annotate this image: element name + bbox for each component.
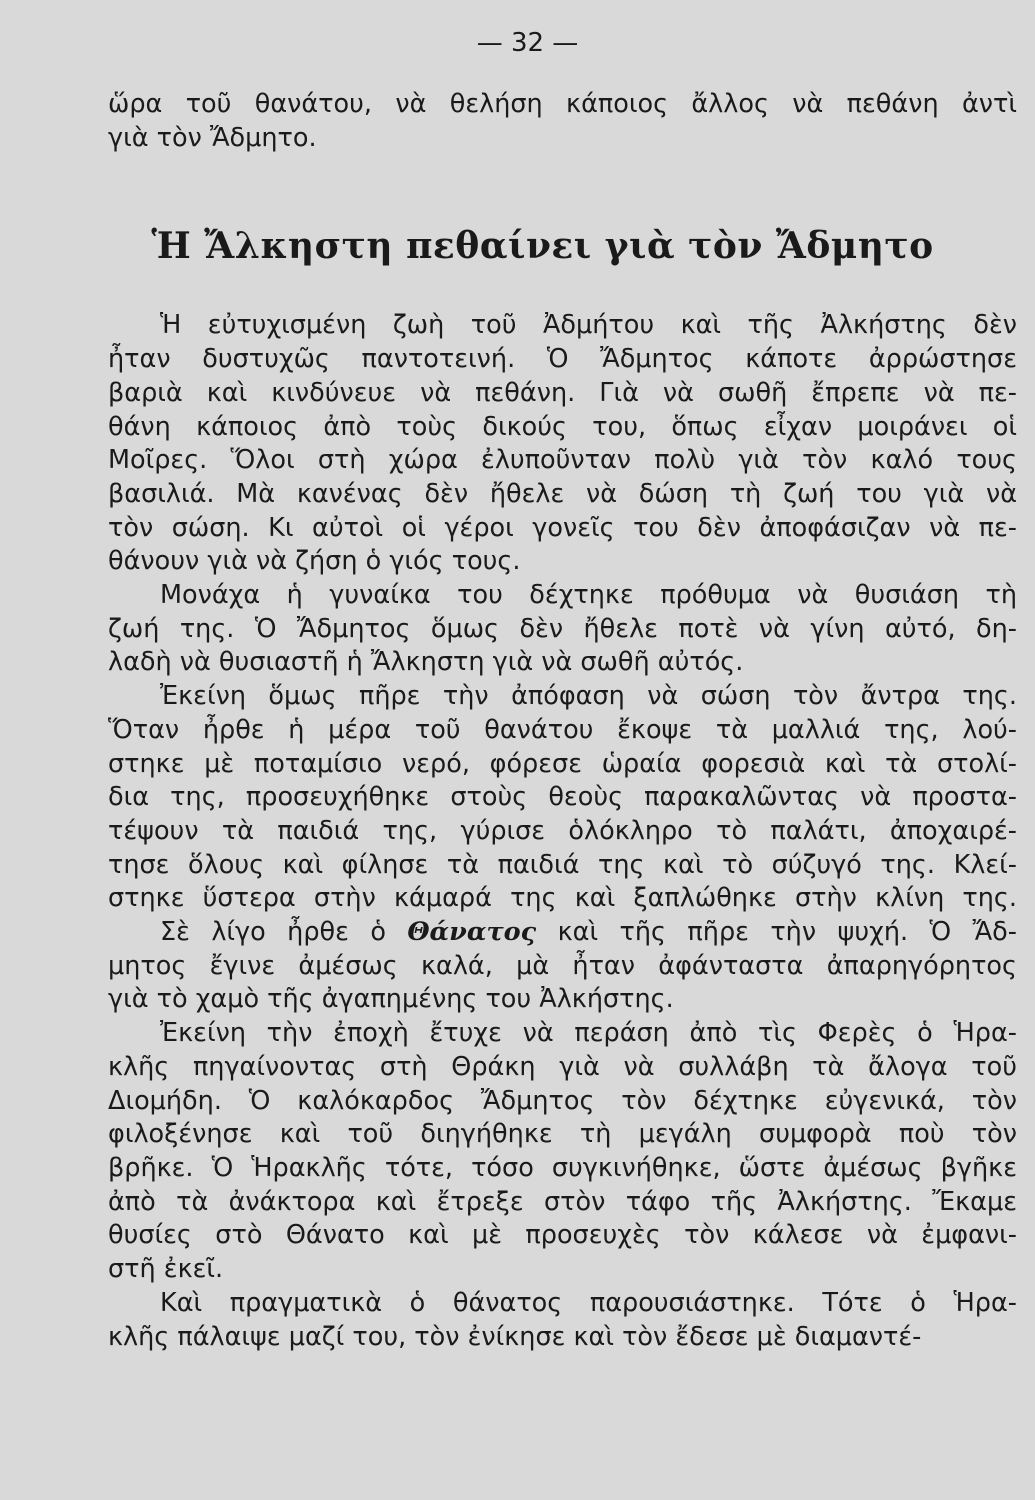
text-line: Καὶ πραγματικὰ ὁ θάνατος παρουσιάστηκε. Τότε ὁ Ἡρα- [160, 1287, 1017, 1318]
text-line: θάνη κάποιος ἀπὸ τοὺς δικούς του, ὅπως εἶχαν μοιράνει οἱ [108, 411, 1017, 442]
text-line: κλῆς πάλαιψε μαζί του, τὸν ἐνίκησε καὶ τὸν ἔδεσε μὲ διαμαντέ- [108, 1321, 922, 1352]
text-line: Ἐκείνη τὴν ἐποχὴ ἔτυχε νὰ περάση ἀπὸ τὶς Φερὲς ὁ Ἡρα- [160, 1018, 1017, 1049]
text-line: Ἡ εὐτυχισμένη ζωὴ τοῦ Ἀδμήτου καὶ τῆς Ἀλκήστης δὲν [160, 310, 1017, 341]
text-line: κλῆς πηγαίνοντας στὴ Θράκη γιὰ νὰ συλλάβη τὰ ἄλογα τοῦ [108, 1051, 1017, 1082]
text-line: θάνουν γιὰ νὰ ζήση ὁ γιός τους. [108, 546, 521, 577]
section-heading: Ἡ Ἄλκηστη πεθαίνει γιὰ τὸν Ἄδμητο [151, 225, 934, 268]
text-line: Μοῖρες. Ὅλοι στὴ χώρα ἐλυποῦνταν πολὺ γιὰ τὸν καλό τους [108, 445, 1017, 476]
text-segment: Σὲ λίγο ἦρθε ὁ [160, 917, 408, 948]
text-line: ἀπὸ τὰ ἀνάκτορα καὶ ἔτρεξε στὸν τάφο τῆς Ἀλκήστης. Ἔκαμε [108, 1186, 1017, 1217]
text-line: ἦταν δυστυχῶς παντοτεινή. Ὁ Ἄδμητος κάποτε ἀρρώστησε [108, 344, 1017, 375]
intro-paragraph [108, 88, 1017, 155]
text-line: Μονάχα ἡ γυναίκα του δέχτηκε πρόθυμα νὰ θυσιάση τὴ [160, 580, 1017, 611]
text-line: γιὰ τὸν Ἄδμητο. [108, 122, 317, 153]
text-line: τέψουν τὰ παιδιά της, γύρισε ὁλόκληρο τὸ παλάτι, ἀποχαιρέ- [108, 815, 1017, 846]
text-line: θυσίες στὸ Θάνατο καὶ μὲ προσευχὲς τὸν κάλεσε νὰ ἐμφανι- [108, 1220, 1017, 1251]
text-line: ζωή της. Ὁ Ἄδμητος ὅμως δὲν ἤθελε ποτὲ νὰ γίνη αὐτό, δη- [108, 613, 1017, 644]
text-line: γιὰ τὸ χαμὸ τῆς ἀγαπημένης του Ἀλκήστης. [108, 984, 674, 1015]
text-line: στηκε μὲ ποταμίσιο νερό, φόρεσε ὡραία φορεσιὰ καὶ τὰ στολί- [108, 748, 1017, 779]
text-line: Ἐκείνη ὅμως πῆρε τὴν ἀπόφαση νὰ σώση τὸν ἄντρα της. [160, 681, 1017, 712]
text-segment: καὶ τῆς πῆρε τὴν ψυχή. Ὁ Ἄδ- [536, 917, 1017, 948]
text-line: ὥρα τοῦ θανάτου, νὰ θελήση κάποιος ἄλλος νὰ πεθάνη ἀντὶ [108, 89, 1017, 119]
text-line: δια της, προσευχήθηκε στοὺς θεοὺς παρακαλῶντας νὰ προστα- [108, 782, 1017, 813]
emphasized-word: Θάνατος [407, 917, 537, 948]
text-line: στῆ ἐκεῖ. [108, 1254, 224, 1285]
text-line: φιλοξένησε καὶ τοῦ διηγήθηκε τὴ μεγάλη συμφορὰ ποὺ τὸν [108, 1119, 1017, 1150]
text-line: βρῆκε. Ὁ Ἡρακλῆς τότε, τόσο συγκινήθηκε, ὥστε ἀμέσως βγῆκε [108, 1152, 1017, 1183]
text-line: μητος ἔγινε ἀμέσως καλά, μὰ ἦταν ἀφάνταστα ἀπαρηγόρητος [108, 950, 1017, 981]
text-line [108, 916, 1017, 950]
page-number: — 32 — [476, 28, 579, 58]
text-line: λαδὴ νὰ θυσιαστῆ ἡ Ἄλκηστη γιὰ νὰ σωθῆ αὐτός. [108, 647, 744, 678]
text-line: βαριὰ καὶ κινδύνευε νὰ πεθάνη. Γιὰ νὰ σωθῆ ἔπρεπε νὰ πε- [108, 377, 1017, 408]
text-line: τησε ὅλους καὶ φίλησε τὰ παιδιά της καὶ τὸ σύζυγό της. Κλεί- [108, 849, 1017, 880]
text-line: βασιλιά. Μὰ κανένας δὲν ἤθελε νὰ δώση τὴ ζωή του γιὰ νὰ [108, 478, 1017, 509]
text-line: στηκε ὕστερα στὴν κάμαρά της καὶ ξαπλώθηκε στὴν κλίνη της. [108, 883, 1017, 914]
body-text [108, 309, 1017, 1354]
text-line: Διομήδη. Ὁ καλόκαρδος Ἄδμητος τὸν δέχτηκε εὐγενικά, τὸν [108, 1085, 1017, 1116]
text-line: τὸν σώση. Κι αὐτοὶ οἱ γέροι γονεῖς του δὲν ἀποφάσιζαν νὰ πε- [108, 512, 1017, 543]
text-line: Ὅταν ἦρθε ἡ μέρα τοῦ θανάτου ἔκοψε τὰ μαλλιά της, λού- [108, 714, 1017, 745]
